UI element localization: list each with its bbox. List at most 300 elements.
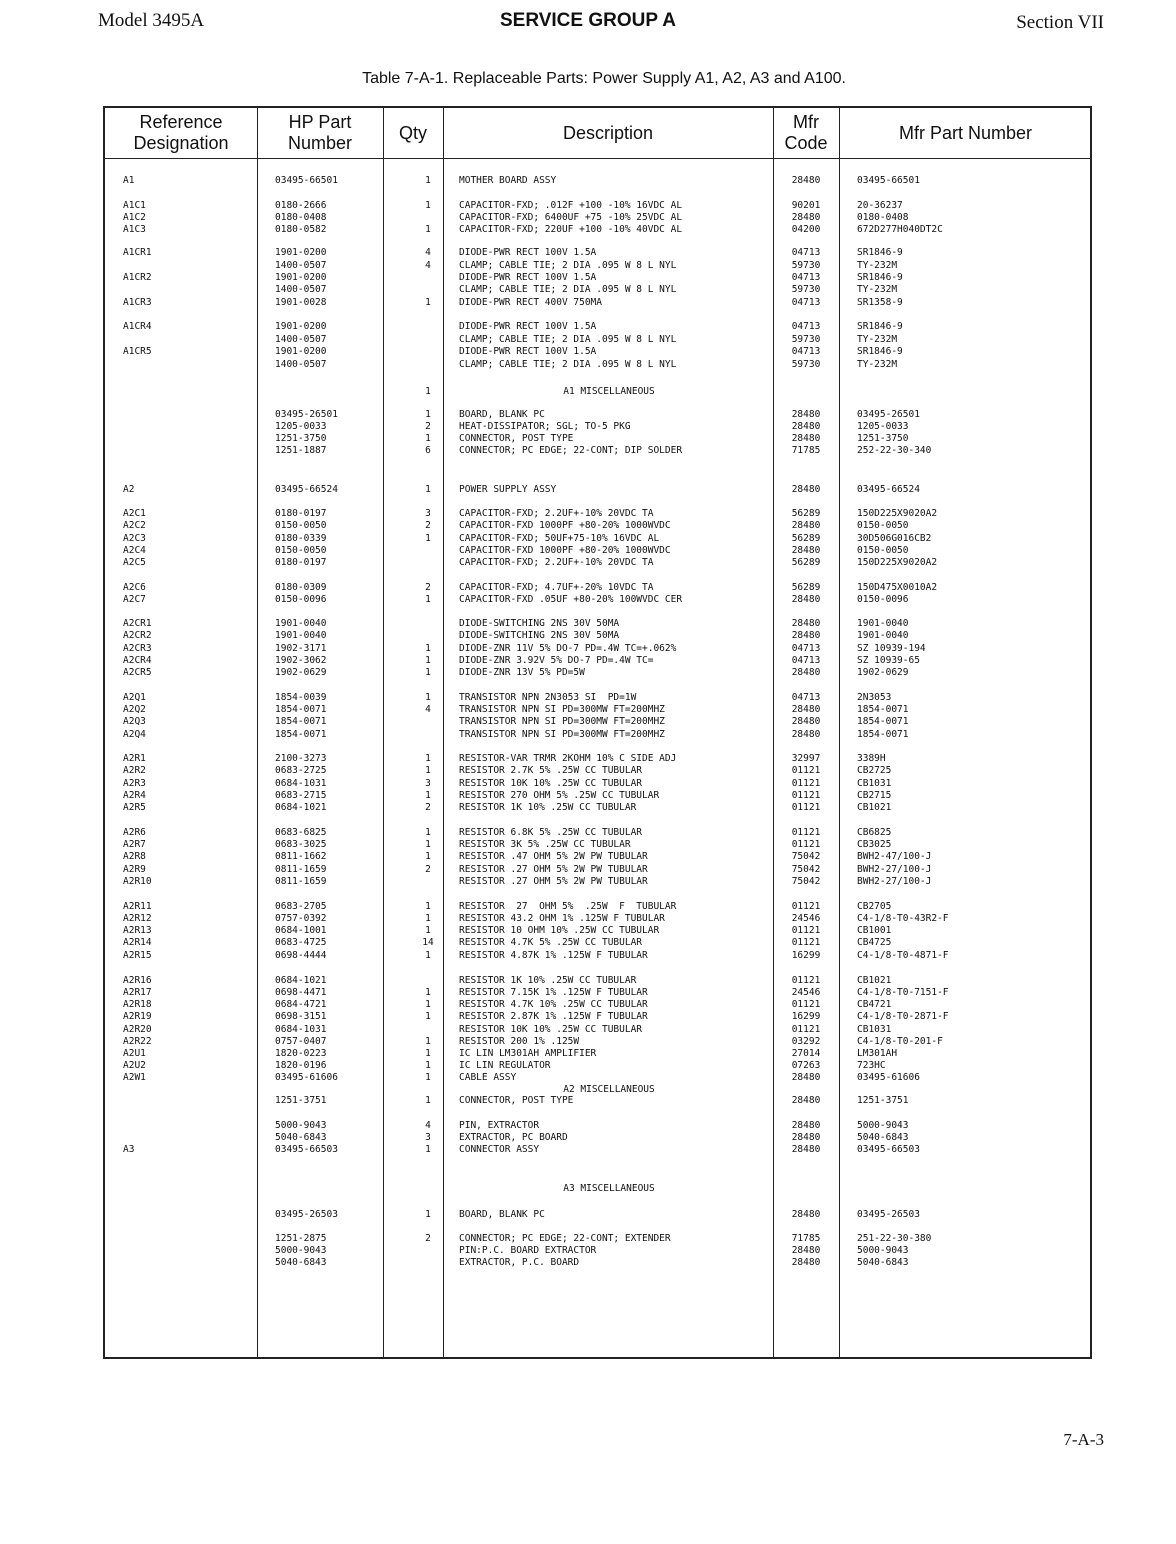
table-row bbox=[105, 778, 1090, 790]
cell-desc: CAPACITOR-FXD; 50UF+75-10% 16VDC AL bbox=[459, 533, 660, 544]
cell-mpn: BWH2-27/100-J bbox=[857, 876, 932, 887]
cell-part: 1251-2875 bbox=[275, 1233, 327, 1244]
cell-code: 28480 bbox=[791, 1120, 821, 1131]
cell-mpn: 03495-26501 bbox=[857, 409, 920, 420]
table-row bbox=[105, 925, 1090, 937]
cell-qty: 3 bbox=[425, 1132, 431, 1143]
cell-ref: A2CR4 bbox=[123, 655, 152, 666]
col-header-description: Description bbox=[562, 122, 654, 143]
cell-desc: CAPACITOR-FXD; .012F +100 -10% 16VDC AL bbox=[459, 200, 683, 211]
cell-mpn: 0150-0050 bbox=[857, 520, 909, 531]
cell-part: 0684-1001 bbox=[275, 925, 327, 936]
cell-code: 28480 bbox=[791, 212, 821, 223]
cell-code: 28480 bbox=[791, 545, 821, 556]
cell-code: 75042 bbox=[791, 864, 821, 875]
cell-mpn: 3389H bbox=[857, 753, 886, 764]
table-row bbox=[105, 557, 1090, 569]
cell-mpn: TY-232M bbox=[857, 260, 898, 271]
cell-mpn: C4-1/8-T0-4871-F bbox=[857, 950, 949, 961]
table-row bbox=[105, 1257, 1090, 1269]
cell-code: 01121 bbox=[791, 827, 821, 838]
cell-code: 28480 bbox=[791, 409, 821, 420]
cell-desc: RESISTOR 10 OHM 10% .25W CC TUBULAR bbox=[459, 925, 660, 936]
cell-part: 0698-4471 bbox=[275, 987, 327, 998]
cell-part: 1400-0507 bbox=[275, 359, 327, 370]
cell-desc: RESISTOR 3K 5% .25W CC TUBULAR bbox=[459, 839, 631, 850]
cell-part: 0684-1021 bbox=[275, 802, 327, 813]
cell-desc: PIN, EXTRACTOR bbox=[459, 1120, 540, 1131]
cell-code: 56289 bbox=[791, 582, 821, 593]
cell-part: 03495-26503 bbox=[275, 1209, 338, 1220]
table-row bbox=[105, 1011, 1090, 1023]
cell-desc: EXTRACTOR, PC BOARD bbox=[459, 1132, 568, 1143]
cell-qty: 3 bbox=[425, 508, 431, 519]
cell-ref: A2C6 bbox=[123, 582, 146, 593]
cell-ref: A2R5 bbox=[123, 802, 146, 813]
cell-mpn: 723HC bbox=[857, 1060, 886, 1071]
cell-part: 0180-0408 bbox=[275, 212, 327, 223]
table-row bbox=[105, 260, 1090, 272]
cell-ref: A2R22 bbox=[123, 1036, 152, 1047]
cell-ref: A2R6 bbox=[123, 827, 146, 838]
section-title: A3 MISCELLANEOUS bbox=[563, 1183, 655, 1194]
cell-desc: RESISTOR .27 OHM 5% 2W PW TUBULAR bbox=[459, 864, 648, 875]
cell-desc: DIODE-PWR RECT 100V 1.5A bbox=[459, 346, 597, 357]
cell-desc: RESISTOR 6.8K 5% .25W CC TUBULAR bbox=[459, 827, 643, 838]
cell-qty: 1 bbox=[425, 386, 431, 397]
cell-qty: 1 bbox=[425, 925, 431, 936]
cell-mpn: BWH2-47/100-J bbox=[857, 851, 932, 862]
table-row bbox=[105, 729, 1090, 741]
cell-mpn: CB2725 bbox=[857, 765, 892, 776]
cell-ref: A2R8 bbox=[123, 851, 146, 862]
table-row bbox=[105, 1245, 1090, 1257]
cell-ref: A2C5 bbox=[123, 557, 146, 568]
cell-mpn: 1854-0071 bbox=[857, 704, 909, 715]
cell-code: 59730 bbox=[791, 260, 821, 271]
cell-mpn: 672D277H040DT2C bbox=[857, 224, 943, 235]
cell-ref: A1C3 bbox=[123, 224, 146, 235]
cell-part: 2100-3273 bbox=[275, 753, 327, 764]
cell-code: 75042 bbox=[791, 851, 821, 862]
cell-code: 01121 bbox=[791, 975, 821, 986]
cell-desc: TRANSISTOR NPN SI PD=300MW FT=200MHZ bbox=[459, 716, 665, 727]
cell-part: 5000-9043 bbox=[275, 1120, 327, 1131]
cell-code: 01121 bbox=[791, 790, 821, 801]
cell-part: 0150-0050 bbox=[275, 545, 327, 556]
cell-ref: A2R7 bbox=[123, 839, 146, 850]
cell-part: 1854-0071 bbox=[275, 729, 327, 740]
cell-desc: CAPACITOR-FXD 1000PF +80-20% 1000WVDC bbox=[459, 545, 671, 556]
cell-ref: A2CR1 bbox=[123, 618, 152, 629]
cell-ref: A1CR2 bbox=[123, 272, 152, 283]
table-row bbox=[105, 582, 1090, 594]
cell-ref: A2Q3 bbox=[123, 716, 146, 727]
cell-part: 1901-0200 bbox=[275, 346, 327, 357]
cell-mpn: 0180-0408 bbox=[857, 212, 909, 223]
cell-part: 1205-0033 bbox=[275, 421, 327, 432]
cell-code: 28480 bbox=[791, 729, 821, 740]
cell-code: 01121 bbox=[791, 765, 821, 776]
cell-ref: A2C1 bbox=[123, 508, 146, 519]
cell-part: 5040-6843 bbox=[275, 1257, 327, 1268]
cell-part: 1251-1887 bbox=[275, 445, 327, 456]
cell-qty: 2 bbox=[425, 582, 431, 593]
table-row bbox=[105, 247, 1090, 259]
cell-qty: 1 bbox=[425, 533, 431, 544]
cell-desc: RESISTOR .27 OHM 5% 2W PW TUBULAR bbox=[459, 876, 648, 887]
cell-code: 28480 bbox=[791, 1132, 821, 1143]
cell-part: 5000-9043 bbox=[275, 1245, 327, 1256]
cell-mpn: 5000-9043 bbox=[857, 1245, 909, 1256]
cell-code: 01121 bbox=[791, 1024, 821, 1035]
cell-part: 1400-0507 bbox=[275, 284, 327, 295]
cell-part: 0684-4721 bbox=[275, 999, 327, 1010]
cell-desc: CAPACITOR-FXD; 2.2UF+-10% 20VDC TA bbox=[459, 557, 654, 568]
cell-qty: 1 bbox=[425, 433, 431, 444]
cell-part: 0757-0392 bbox=[275, 913, 327, 924]
cell-ref: A1CR4 bbox=[123, 321, 152, 332]
table-row bbox=[105, 212, 1090, 224]
cell-code: 28480 bbox=[791, 1095, 821, 1106]
table-row bbox=[105, 655, 1090, 667]
cell-desc: CLAMP; CABLE TIE; 2 DIA .095 W 8 L NYL bbox=[459, 334, 677, 345]
cell-part: 0698-3151 bbox=[275, 1011, 327, 1022]
cell-code: 28480 bbox=[791, 1245, 821, 1256]
cell-code: 28480 bbox=[791, 716, 821, 727]
table-row bbox=[105, 409, 1090, 421]
cell-ref: A1C2 bbox=[123, 212, 146, 223]
cell-code: 71785 bbox=[791, 1233, 821, 1244]
table-row bbox=[105, 851, 1090, 863]
table-row bbox=[105, 1132, 1090, 1144]
model-label: Model 3495A bbox=[98, 10, 205, 31]
cell-ref: A3 bbox=[123, 1144, 135, 1155]
cell-desc: CONNECTOR; PC EDGE; 22-CONT; DIP SOLDER bbox=[459, 445, 683, 456]
cell-part: 0683-2705 bbox=[275, 901, 327, 912]
table-row bbox=[105, 1072, 1090, 1084]
cell-desc: IC LIN LM301AH AMPLIFIER bbox=[459, 1048, 597, 1059]
cell-part: 0757-0407 bbox=[275, 1036, 327, 1047]
cell-mpn: CB4725 bbox=[857, 937, 892, 948]
table-row bbox=[105, 950, 1090, 962]
cell-code: 28480 bbox=[791, 1144, 821, 1155]
table-row bbox=[105, 802, 1090, 814]
cell-desc: DIODE-ZNR 11V 5% DO-7 PD=.4W TC=+.062% bbox=[459, 643, 677, 654]
cell-qty: 1 bbox=[425, 901, 431, 912]
cell-part: 03495-66524 bbox=[275, 484, 338, 495]
cell-ref: A2R2 bbox=[123, 765, 146, 776]
cell-part: 0683-2725 bbox=[275, 765, 327, 776]
header-divider bbox=[105, 158, 1090, 159]
table-row bbox=[105, 975, 1090, 987]
section-title: A1 MISCELLANEOUS bbox=[563, 386, 655, 397]
cell-ref: A2R14 bbox=[123, 937, 152, 948]
cell-code: 04200 bbox=[791, 224, 821, 235]
cell-desc: CAPACITOR-FXD; 6400UF +75 -10% 25VDC AL bbox=[459, 212, 683, 223]
cell-desc: RESISTOR 43.2 OHM 1% .125W F TUBULAR bbox=[459, 913, 665, 924]
cell-mpn: 20-36237 bbox=[857, 200, 903, 211]
cell-qty: 1 bbox=[425, 655, 431, 666]
cell-mpn: CB2705 bbox=[857, 901, 892, 912]
cell-part: 0150-0096 bbox=[275, 594, 327, 605]
cell-mpn: SR1846-9 bbox=[857, 321, 903, 332]
table-row bbox=[105, 999, 1090, 1011]
cell-ref: A1CR1 bbox=[123, 247, 152, 258]
table-row bbox=[105, 1144, 1090, 1156]
cell-ref: A2R3 bbox=[123, 778, 146, 789]
cell-part: 0684-1031 bbox=[275, 778, 327, 789]
cell-code: 28480 bbox=[791, 520, 821, 531]
cell-code: 56289 bbox=[791, 557, 821, 568]
cell-ref: A2Q1 bbox=[123, 692, 146, 703]
cell-ref: A2U1 bbox=[123, 1048, 146, 1059]
cell-ref: A2CR3 bbox=[123, 643, 152, 654]
table-row bbox=[105, 1036, 1090, 1048]
cell-ref: A2R18 bbox=[123, 999, 152, 1010]
cell-part: 0684-1021 bbox=[275, 975, 327, 986]
cell-part: 0811-1659 bbox=[275, 876, 327, 887]
table-row bbox=[105, 433, 1090, 445]
cell-ref: A2R10 bbox=[123, 876, 152, 887]
cell-mpn: CB1031 bbox=[857, 778, 892, 789]
cell-code: 27014 bbox=[791, 1048, 821, 1059]
cell-ref: A1C1 bbox=[123, 200, 146, 211]
cell-desc: RESISTOR 270 OHM 5% .25W CC TUBULAR bbox=[459, 790, 660, 801]
cell-qty: 1 bbox=[425, 409, 431, 420]
cell-code: 32997 bbox=[791, 753, 821, 764]
cell-desc: CONNECTOR, POST TYPE bbox=[459, 433, 574, 444]
cell-qty: 2 bbox=[425, 1233, 431, 1244]
cell-qty: 1 bbox=[425, 851, 431, 862]
table-row bbox=[105, 643, 1090, 655]
cell-code: 01121 bbox=[791, 778, 821, 789]
cell-desc: CAPACITOR-FXD .05UF +80-20% 100WVDC CER bbox=[459, 594, 683, 605]
cell-code: 01121 bbox=[791, 901, 821, 912]
cell-desc: IC LIN REGULATOR bbox=[459, 1060, 551, 1071]
cell-desc: HEAT-DISSIPATOR; SGL; TO-5 PKG bbox=[459, 421, 631, 432]
cell-code: 01121 bbox=[791, 802, 821, 813]
cell-part: 0811-1659 bbox=[275, 864, 327, 875]
cell-ref: A2R12 bbox=[123, 913, 152, 924]
cell-part: 1901-0200 bbox=[275, 272, 327, 283]
cell-mpn: 251-22-30-380 bbox=[857, 1233, 932, 1244]
cell-part: 1902-3062 bbox=[275, 655, 327, 666]
cell-qty: 2 bbox=[425, 802, 431, 813]
cell-part: 1400-0507 bbox=[275, 334, 327, 345]
cell-mpn: LM301AH bbox=[857, 1048, 898, 1059]
cell-code: 28480 bbox=[791, 594, 821, 605]
cell-mpn: SZ 10939-65 bbox=[857, 655, 920, 666]
table-row bbox=[105, 827, 1090, 839]
cell-desc: RESISTOR 2.87K 1% .125W F TUBULAR bbox=[459, 1011, 648, 1022]
cell-mpn: 1854-0071 bbox=[857, 716, 909, 727]
service-group-title: SERVICE GROUP A bbox=[500, 10, 676, 31]
cell-code: 28480 bbox=[791, 175, 821, 186]
cell-code: 04713 bbox=[791, 692, 821, 703]
cell-ref: A2R17 bbox=[123, 987, 152, 998]
table-row bbox=[105, 1048, 1090, 1060]
parts-table bbox=[103, 106, 1092, 1359]
cell-code: 04713 bbox=[791, 272, 821, 283]
cell-part: 0684-1031 bbox=[275, 1024, 327, 1035]
cell-desc: RESISTOR 27 OHM 5% .25W F TUBULAR bbox=[459, 901, 677, 912]
cell-desc: DIODE-SWITCHING 2NS 30V 50MA bbox=[459, 630, 620, 641]
cell-desc: CLAMP; CABLE TIE; 2 DIA .095 W 8 L NYL bbox=[459, 260, 677, 271]
table-row bbox=[105, 1060, 1090, 1072]
table-row bbox=[105, 533, 1090, 545]
section-title: A2 MISCELLANEOUS bbox=[563, 1084, 655, 1095]
table-row bbox=[105, 297, 1090, 309]
cell-desc: TRANSISTOR NPN 2N3053 SI PD=1W bbox=[459, 692, 637, 703]
cell-code: 59730 bbox=[791, 334, 821, 345]
cell-mpn: 5000-9043 bbox=[857, 1120, 909, 1131]
cell-desc: CONNECTOR, POST TYPE bbox=[459, 1095, 574, 1106]
table-row bbox=[105, 618, 1090, 630]
cell-ref: A1 bbox=[123, 175, 135, 186]
section-label: Section VII bbox=[1016, 12, 1104, 33]
cell-mpn: TY-232M bbox=[857, 334, 898, 345]
cell-ref: A2R15 bbox=[123, 950, 152, 961]
col-header-mfr-code: Mfr Code bbox=[784, 112, 828, 153]
cell-desc: DIODE-PWR RECT 100V 1.5A bbox=[459, 272, 597, 283]
table-row bbox=[105, 704, 1090, 716]
cell-code: 01121 bbox=[791, 999, 821, 1010]
cell-mpn: 5040-6843 bbox=[857, 1132, 909, 1143]
cell-mpn: C4-1/8-T0-43R2-F bbox=[857, 913, 949, 924]
cell-part: 0180-0197 bbox=[275, 508, 327, 519]
cell-mpn: CB3025 bbox=[857, 839, 892, 850]
cell-qty: 1 bbox=[425, 790, 431, 801]
cell-part: 5040-6843 bbox=[275, 1132, 327, 1143]
cell-ref: A2R19 bbox=[123, 1011, 152, 1022]
cell-qty: 2 bbox=[425, 421, 431, 432]
cell-mpn: SR1846-9 bbox=[857, 247, 903, 258]
cell-mpn: CB4721 bbox=[857, 999, 892, 1010]
cell-mpn: CB2715 bbox=[857, 790, 892, 801]
table-row bbox=[105, 1095, 1090, 1107]
table-row bbox=[105, 508, 1090, 520]
cell-part: 0683-4725 bbox=[275, 937, 327, 948]
cell-desc: TRANSISTOR NPN SI PD=300MW FT=200MHZ bbox=[459, 729, 665, 740]
cell-part: 1902-3171 bbox=[275, 643, 327, 654]
col-header-mfr-part: Mfr Part Number bbox=[898, 122, 1033, 143]
cell-part: 0683-6825 bbox=[275, 827, 327, 838]
cell-mpn: SR1846-9 bbox=[857, 346, 903, 357]
cell-ref: A2R16 bbox=[123, 975, 152, 986]
cell-qty: 1 bbox=[425, 753, 431, 764]
cell-code: 28480 bbox=[791, 618, 821, 629]
cell-desc: CONNECTOR ASSY bbox=[459, 1144, 540, 1155]
cell-desc: DIODE-PWR RECT 400V 750MA bbox=[459, 297, 602, 308]
cell-code: 56289 bbox=[791, 533, 821, 544]
cell-desc: DIODE-PWR RECT 100V 1.5A bbox=[459, 247, 597, 258]
cell-mpn: BWH2-27/100-J bbox=[857, 864, 932, 875]
table-row bbox=[105, 790, 1090, 802]
cell-desc: PIN:P.C. BOARD EXTRACTOR bbox=[459, 1245, 597, 1256]
cell-desc: RESISTOR 10K 10% .25W CC TUBULAR bbox=[459, 1024, 643, 1035]
table-row bbox=[105, 175, 1090, 187]
cell-qty: 1 bbox=[425, 999, 431, 1010]
table-row bbox=[105, 630, 1090, 642]
cell-qty: 1 bbox=[425, 1036, 431, 1047]
cell-qty: 1 bbox=[425, 950, 431, 961]
cell-qty: 4 bbox=[425, 1120, 431, 1131]
table-row bbox=[105, 937, 1090, 949]
cell-qty: 1 bbox=[425, 987, 431, 998]
cell-desc: RESISTOR-VAR TRMR 2KOHM 10% C SIDE ADJ bbox=[459, 753, 677, 764]
cell-code: 90201 bbox=[791, 200, 821, 211]
cell-mpn: CB1021 bbox=[857, 802, 892, 813]
cell-code: 28480 bbox=[791, 484, 821, 495]
cell-mpn: 1901-0040 bbox=[857, 618, 909, 629]
cell-qty: 1 bbox=[425, 913, 431, 924]
cell-mpn: 1251-3751 bbox=[857, 1095, 909, 1106]
table-row bbox=[105, 716, 1090, 728]
table-row bbox=[105, 484, 1090, 496]
table-row bbox=[105, 876, 1090, 888]
cell-part: 0683-3025 bbox=[275, 839, 327, 850]
cell-mpn: SR1846-9 bbox=[857, 272, 903, 283]
cell-part: 03495-66501 bbox=[275, 175, 338, 186]
cell-desc: BOARD, BLANK PC bbox=[459, 1209, 545, 1220]
cell-qty: 6 bbox=[425, 445, 431, 456]
cell-code: 28480 bbox=[791, 630, 821, 641]
cell-part: 1251-3750 bbox=[275, 433, 327, 444]
table-row bbox=[105, 753, 1090, 765]
cell-code: 04713 bbox=[791, 643, 821, 654]
cell-desc: EXTRACTOR, P.C. BOARD bbox=[459, 1257, 580, 1268]
cell-mpn: 1251-3750 bbox=[857, 433, 909, 444]
cell-qty: 1 bbox=[425, 594, 431, 605]
cell-qty: 1 bbox=[425, 1048, 431, 1059]
cell-part: 03495-61606 bbox=[275, 1072, 338, 1083]
cell-ref: A2R1 bbox=[123, 753, 146, 764]
cell-mpn: 150D225X9020A2 bbox=[857, 557, 938, 568]
cell-desc: CAPACITOR-FXD; 4.7UF+-20% 10VDC TA bbox=[459, 582, 654, 593]
cell-code: 28480 bbox=[791, 421, 821, 432]
cell-qty: 1 bbox=[425, 1011, 431, 1022]
table-row bbox=[105, 765, 1090, 777]
cell-mpn: 0150-0096 bbox=[857, 594, 909, 605]
cell-part: 1901-0200 bbox=[275, 321, 327, 332]
cell-mpn: 1854-0071 bbox=[857, 729, 909, 740]
cell-ref: A2C2 bbox=[123, 520, 146, 531]
cell-code: 56289 bbox=[791, 508, 821, 519]
cell-mpn: CB1021 bbox=[857, 975, 892, 986]
cell-code: 28480 bbox=[791, 1072, 821, 1083]
cell-part: 1820-0223 bbox=[275, 1048, 327, 1059]
cell-mpn: C4-1/8-T0-201-F bbox=[857, 1036, 943, 1047]
table-section-row bbox=[105, 386, 1090, 398]
cell-qty: 1 bbox=[425, 1209, 431, 1220]
cell-desc: CLAMP; CABLE TIE; 2 DIA .095 W 8 L NYL bbox=[459, 359, 677, 370]
cell-code: 28480 bbox=[791, 1257, 821, 1268]
cell-code: 28480 bbox=[791, 667, 821, 678]
cell-code: 04713 bbox=[791, 346, 821, 357]
cell-ref: A2R13 bbox=[123, 925, 152, 936]
cell-qty: 3 bbox=[425, 778, 431, 789]
cell-part: 0180-2666 bbox=[275, 200, 327, 211]
cell-qty: 1 bbox=[425, 667, 431, 678]
table-row bbox=[105, 520, 1090, 532]
cell-desc: DIODE-PWR RECT 100V 1.5A bbox=[459, 321, 597, 332]
cell-qty: 1 bbox=[425, 1072, 431, 1083]
cell-desc: TRANSISTOR NPN SI PD=300MW FT=200MHZ bbox=[459, 704, 665, 715]
cell-mpn: 2N3053 bbox=[857, 692, 892, 703]
cell-mpn: 03495-66501 bbox=[857, 175, 920, 186]
cell-desc: POWER SUPPLY ASSY bbox=[459, 484, 557, 495]
